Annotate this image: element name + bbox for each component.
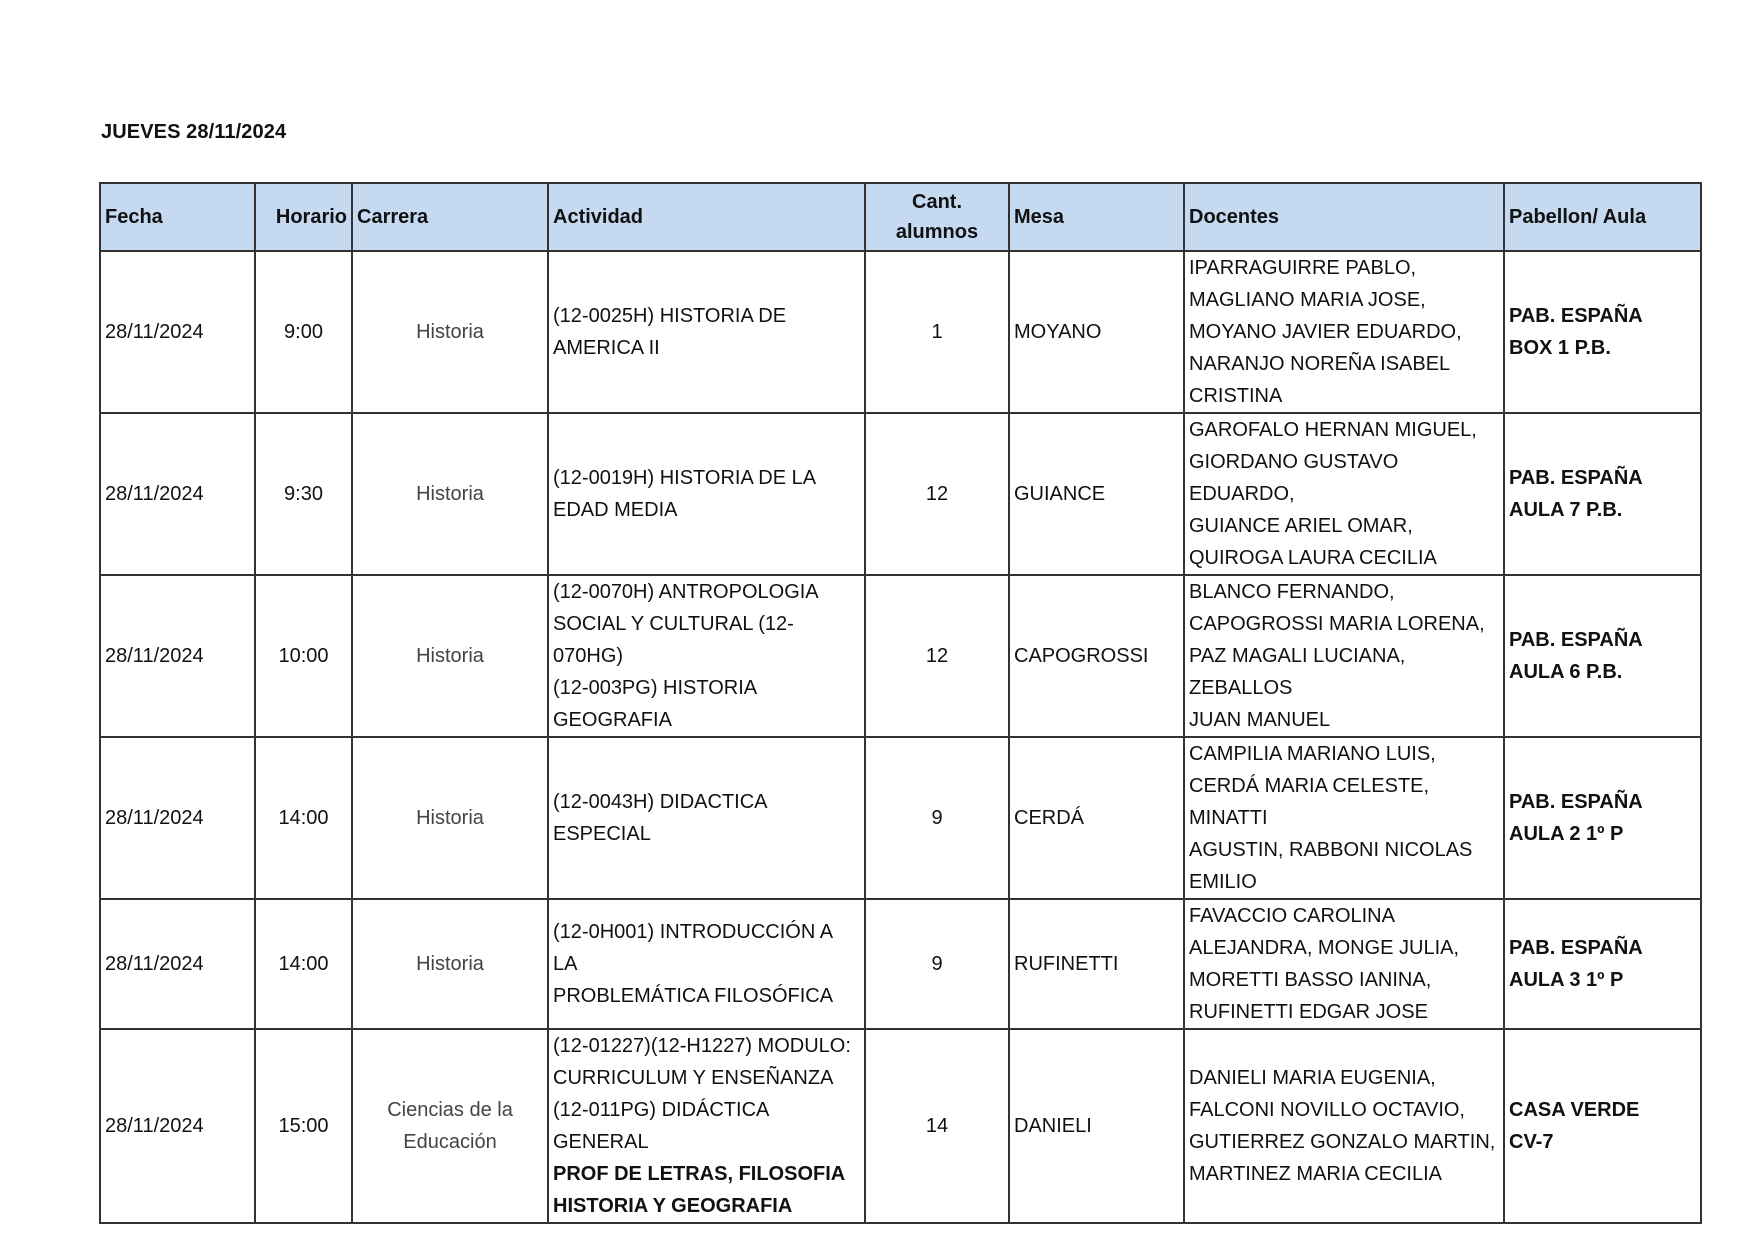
docente-line: EMILIO <box>1189 871 1257 893</box>
cell-horario: 14:00 <box>255 737 352 899</box>
actividad-line: PROBLEMÁTICA FILOSÓFICA <box>553 985 834 1007</box>
cell-mesa: GUIANCE <box>1009 413 1184 575</box>
aula-line: AULA 6 P.B. <box>1509 661 1623 683</box>
cell-docentes <box>1184 251 1504 413</box>
carrera-line: Historia <box>416 321 484 343</box>
cell-mesa: CAPOGROSSI <box>1009 575 1184 737</box>
exam-schedule-table <box>99 182 1702 1224</box>
actividad-bold-line: PROF DE LETRAS, FILOSOFIA <box>553 1163 846 1185</box>
docente-line: QUIROGA LAURA CECILIA <box>1189 547 1437 569</box>
aula-line: PAB. ESPAÑA <box>1509 937 1643 959</box>
cell-aula <box>1504 899 1701 1029</box>
cell-fecha: 28/11/2024 <box>100 1029 255 1223</box>
cell-carrera <box>352 251 548 413</box>
docente-line: GAROFALO HERNAN MIGUEL, <box>1189 419 1477 441</box>
actividad-line: (12-003PG) HISTORIA <box>553 677 758 699</box>
cell-horario: 9:00 <box>255 251 352 413</box>
cell-aula <box>1504 251 1701 413</box>
table-row <box>100 899 1701 1029</box>
carrera-line: Historia <box>416 807 484 829</box>
actividad-line: (12-0019H) HISTORIA DE LA <box>553 467 817 489</box>
header-mesa: Mesa <box>1009 183 1184 251</box>
actividad-line: GEOGRAFIA <box>553 709 672 731</box>
docente-line: JUAN MANUEL <box>1189 709 1331 731</box>
carrera-line: Historia <box>416 483 484 505</box>
cell-aula <box>1504 413 1701 575</box>
actividad-line: (12-011PG) DIDÁCTICA GENERAL <box>553 1099 769 1153</box>
cell-actividad <box>548 251 865 413</box>
header-docentes: Docentes <box>1184 183 1504 251</box>
cell-actividad <box>548 575 865 737</box>
docente-line: FAVACCIO CAROLINA <box>1189 905 1395 927</box>
cell-actividad <box>548 737 865 899</box>
aula-line: AULA 7 P.B. <box>1509 499 1623 521</box>
schedule-body <box>100 251 1701 1223</box>
cell-fecha: 28/11/2024 <box>100 251 255 413</box>
cell-docentes <box>1184 737 1504 899</box>
docente-line: CAPOGROSSI MARIA LORENA, <box>1189 613 1485 635</box>
carrera-line: Historia <box>416 953 484 975</box>
cell-cant-alumnos: 9 <box>865 899 1009 1029</box>
header-horario: Horario <box>255 183 352 251</box>
header-fecha: Fecha <box>100 183 255 251</box>
carrera-line: Educación <box>403 1131 497 1153</box>
table-row <box>100 737 1701 899</box>
docente-line: MOYANO JAVIER EDUARDO, <box>1189 321 1462 343</box>
actividad-line: (12-01227)(12-H1227) MODULO: <box>553 1035 851 1057</box>
cell-aula <box>1504 1029 1701 1223</box>
cell-cant-alumnos: 14 <box>865 1029 1009 1223</box>
docente-line: NARANJO NOREÑA ISABEL <box>1189 353 1451 375</box>
table-row <box>100 575 1701 737</box>
docente-line: ALEJANDRA, MONGE JULIA, <box>1189 937 1460 959</box>
actividad-line: (12-0043H) DIDACTICA ESPECIAL <box>553 791 767 845</box>
docente-line: AGUSTIN, RABBONI NICOLAS <box>1189 839 1473 861</box>
actividad-line: (12-0070H) ANTROPOLOGIA <box>553 581 819 603</box>
cell-aula <box>1504 737 1701 899</box>
actividad-bold-line: HISTORIA Y GEOGRAFIA <box>553 1195 793 1217</box>
cell-carrera <box>352 737 548 899</box>
cell-mesa: CERDÁ <box>1009 737 1184 899</box>
docente-line: CERDÁ MARIA CELESTE, MINATTI <box>1189 775 1430 829</box>
actividad-line: AMERICA II <box>553 337 660 359</box>
docente-line: FALCONI NOVILLO OCTAVIO, <box>1189 1099 1465 1121</box>
aula-line: PAB. ESPAÑA <box>1509 305 1643 327</box>
cell-aula <box>1504 575 1701 737</box>
header-aula: Pabellon/ Aula <box>1504 183 1701 251</box>
page-title: JUEVES 28/11/2024 <box>101 121 287 143</box>
table-row <box>100 251 1701 413</box>
cell-cant-alumnos: 9 <box>865 737 1009 899</box>
aula-line: CV-7 <box>1509 1131 1554 1153</box>
cell-docentes <box>1184 575 1504 737</box>
aula-line: CASA VERDE <box>1509 1099 1640 1121</box>
docente-line: PAZ MAGALI LUCIANA, ZEBALLOS <box>1189 645 1406 699</box>
header-actividad: Actividad <box>548 183 865 251</box>
docente-line: GIORDANO GUSTAVO EDUARDO, <box>1189 451 1399 505</box>
aula-line: AULA 3 1º P <box>1509 969 1624 991</box>
header-cant-line1: Cant. <box>912 191 962 213</box>
cell-actividad <box>548 413 865 575</box>
header-cant-alumnos <box>865 183 1009 251</box>
docente-line: MORETTI BASSO IANINA, <box>1189 969 1432 991</box>
docente-line: IPARRAGUIRRE PABLO, <box>1189 257 1417 279</box>
aula-line: BOX 1 P.B. <box>1509 337 1611 359</box>
docente-line: CRISTINA <box>1189 385 1283 407</box>
cell-carrera <box>352 899 548 1029</box>
cell-actividad <box>548 1029 865 1223</box>
actividad-line: CURRICULUM Y ENSEÑANZA <box>553 1067 834 1089</box>
aula-line: PAB. ESPAÑA <box>1509 467 1643 489</box>
docente-line: DANIELI MARIA EUGENIA, <box>1189 1067 1436 1089</box>
cell-docentes <box>1184 899 1504 1029</box>
aula-line: AULA 2 1º P <box>1509 823 1624 845</box>
cell-horario: 9:30 <box>255 413 352 575</box>
cell-fecha: 28/11/2024 <box>100 575 255 737</box>
cell-carrera <box>352 1029 548 1223</box>
docente-line: BLANCO FERNANDO, <box>1189 581 1395 603</box>
cell-fecha: 28/11/2024 <box>100 737 255 899</box>
cell-carrera <box>352 413 548 575</box>
header-cant-line2: alumnos <box>895 221 979 243</box>
carrera-line: Ciencias de la <box>387 1099 513 1121</box>
docente-line: RUFINETTI EDGAR JOSE <box>1189 1001 1428 1023</box>
cell-cant-alumnos: 12 <box>865 575 1009 737</box>
cell-actividad <box>548 899 865 1029</box>
actividad-line: EDAD MEDIA <box>553 499 678 521</box>
table-row <box>100 413 1701 575</box>
cell-horario: 15:00 <box>255 1029 352 1223</box>
cell-mesa: DANIELI <box>1009 1029 1184 1223</box>
aula-line: PAB. ESPAÑA <box>1509 629 1643 651</box>
carrera-line: Historia <box>416 645 484 667</box>
cell-fecha: 28/11/2024 <box>100 413 255 575</box>
cell-docentes <box>1184 1029 1504 1223</box>
docente-line: GUTIERREZ GONZALO MARTIN, <box>1189 1131 1496 1153</box>
docente-line: MAGLIANO MARIA JOSE, <box>1189 289 1426 311</box>
cell-cant-alumnos: 1 <box>865 251 1009 413</box>
header-row <box>100 183 1701 251</box>
cell-horario: 14:00 <box>255 899 352 1029</box>
actividad-line: SOCIAL Y CULTURAL (12-070HG) <box>553 613 794 667</box>
header-carrera: Carrera <box>352 183 548 251</box>
cell-horario: 10:00 <box>255 575 352 737</box>
cell-mesa: MOYANO <box>1009 251 1184 413</box>
cell-fecha: 28/11/2024 <box>100 899 255 1029</box>
docente-line: GUIANCE ARIEL OMAR, <box>1189 515 1413 537</box>
table-row <box>100 1029 1701 1223</box>
cell-mesa: RUFINETTI <box>1009 899 1184 1029</box>
cell-cant-alumnos: 12 <box>865 413 1009 575</box>
docente-line: MARTINEZ MARIA CECILIA <box>1189 1163 1443 1185</box>
cell-docentes <box>1184 413 1504 575</box>
actividad-line: (12-0H001) INTRODUCCIÓN A LA <box>553 921 832 975</box>
aula-line: PAB. ESPAÑA <box>1509 791 1643 813</box>
actividad-line: (12-0025H) HISTORIA DE <box>553 305 787 327</box>
docente-line: CAMPILIA MARIANO LUIS, <box>1189 743 1436 765</box>
cell-carrera <box>352 575 548 737</box>
